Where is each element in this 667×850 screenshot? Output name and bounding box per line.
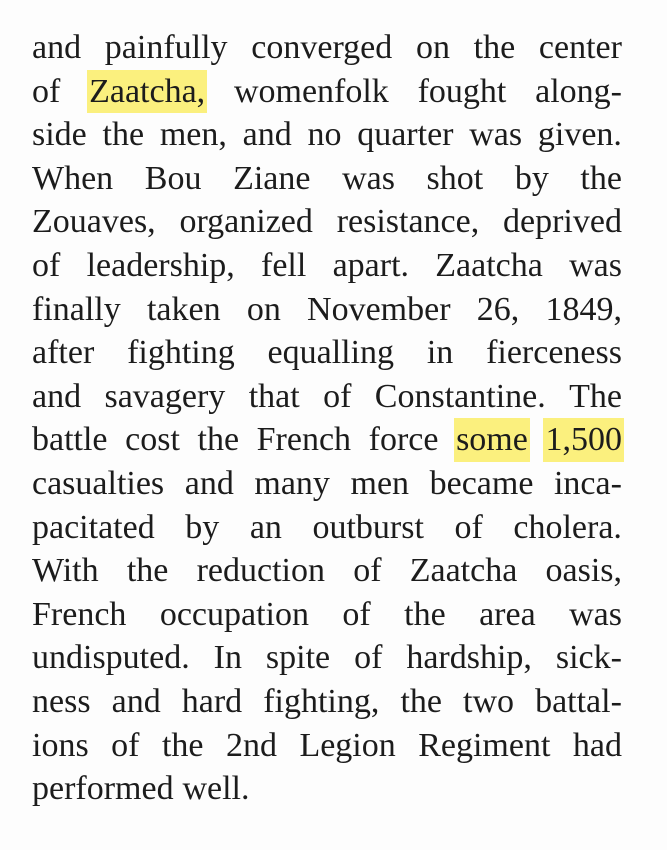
word: Zaatcha	[409, 552, 518, 590]
word: battle	[32, 421, 108, 459]
word: and	[242, 116, 292, 154]
text-line	[32, 26, 622, 70]
word: was	[469, 116, 523, 154]
word: of	[354, 639, 383, 677]
word: outburst	[312, 508, 424, 546]
word: side	[32, 116, 87, 154]
word: apart.	[332, 246, 410, 284]
word: equalling	[267, 334, 395, 372]
word: cholera.	[513, 508, 622, 546]
word: on	[246, 290, 281, 328]
word: well.	[182, 770, 250, 808]
word: leadership,	[86, 246, 235, 284]
word: converged	[251, 29, 393, 66]
word: two	[463, 682, 515, 720]
text-line	[32, 593, 622, 637]
word: of	[342, 595, 371, 633]
word: fighting,	[263, 682, 380, 720]
text-line	[32, 418, 622, 462]
text-line	[32, 549, 622, 593]
text-line	[32, 462, 622, 506]
text-line	[32, 200, 622, 244]
word: the	[580, 159, 622, 197]
word: occupation	[159, 595, 309, 633]
word: of	[32, 246, 61, 284]
word: undisputed.	[32, 639, 190, 677]
word: on	[415, 29, 450, 66]
word: organized	[179, 203, 313, 241]
word: the	[473, 29, 516, 66]
word: was	[569, 246, 622, 284]
text-line	[32, 244, 622, 288]
word: quarter	[357, 116, 454, 154]
word: the	[126, 552, 169, 590]
word: finally	[32, 290, 121, 328]
word: performed	[32, 770, 174, 808]
highlighted-word: 1,500	[543, 418, 624, 462]
word: many	[254, 464, 330, 502]
word: womenfolk	[233, 72, 389, 110]
word: spite	[265, 639, 331, 677]
word: fell	[261, 246, 307, 284]
word: resistance,	[336, 203, 480, 241]
word: Ziane	[233, 159, 311, 197]
word: French	[32, 595, 127, 633]
word: Zaatcha	[435, 246, 543, 284]
text-line	[32, 506, 622, 550]
text-line	[32, 724, 622, 768]
word: that	[248, 377, 300, 415]
word: and	[32, 377, 82, 415]
word: area	[479, 595, 536, 633]
word: center	[538, 29, 622, 66]
word: force	[368, 421, 439, 459]
highlighted-word: Zaatcha,	[87, 70, 207, 114]
word: fighting	[127, 334, 235, 372]
word: Legion	[299, 726, 396, 764]
word: inca-	[553, 464, 622, 502]
text-line	[32, 680, 622, 724]
word: and	[32, 29, 82, 66]
word: ions	[32, 726, 89, 764]
word: Constantine.	[374, 377, 546, 415]
word: after	[32, 334, 95, 372]
word: November	[307, 290, 451, 328]
word: French	[256, 421, 352, 459]
text-line	[32, 636, 622, 680]
word: taken	[146, 290, 221, 328]
word: 2nd	[225, 726, 277, 764]
word: the	[102, 116, 145, 154]
highlighted-word: some	[454, 418, 530, 462]
text-line	[32, 767, 622, 811]
word: ness	[32, 682, 91, 720]
word: hardship,	[406, 639, 532, 677]
word: an	[249, 508, 282, 546]
word: When	[32, 159, 114, 197]
text-line	[32, 375, 622, 419]
word: deprived	[503, 203, 622, 241]
word: shot	[426, 159, 484, 197]
word: painfully	[104, 29, 228, 66]
word: sick-	[555, 639, 622, 677]
word: savagery	[104, 377, 226, 415]
word: hard	[181, 682, 243, 720]
text-line	[32, 70, 622, 114]
word: of	[323, 377, 352, 415]
word: The	[569, 377, 622, 415]
word: 1849,	[545, 290, 622, 328]
word: cost	[125, 421, 180, 459]
word: the	[161, 726, 204, 764]
word: and	[111, 682, 161, 720]
word: the	[197, 421, 240, 459]
word: was	[569, 595, 622, 633]
word: along-	[535, 72, 622, 110]
word: men,	[159, 116, 227, 154]
word: pacitated	[32, 508, 155, 546]
word: Regiment	[418, 726, 551, 764]
word: With	[32, 552, 99, 590]
word: given.	[537, 116, 622, 154]
word: by	[514, 159, 549, 197]
word: of	[353, 552, 382, 590]
word: oasis,	[545, 552, 622, 590]
word: of	[32, 72, 61, 110]
word: In	[213, 639, 242, 677]
word: and	[184, 464, 234, 502]
word: men	[350, 464, 410, 502]
text-line	[32, 331, 622, 375]
body-text	[32, 26, 622, 811]
word: was	[342, 159, 395, 197]
text-line	[32, 157, 622, 201]
word: Zouaves,	[32, 203, 156, 241]
word: the	[400, 682, 442, 720]
word: in	[426, 334, 454, 372]
word: had	[572, 726, 622, 764]
word: of	[454, 508, 483, 546]
word: no	[307, 116, 342, 154]
text-line	[32, 113, 622, 157]
word: of	[111, 726, 140, 764]
word: casualties	[32, 464, 165, 502]
word: 26,	[476, 290, 520, 328]
word: reduction	[196, 552, 325, 590]
word: the	[404, 595, 446, 633]
word: fought	[417, 72, 507, 110]
word: by	[185, 508, 220, 546]
word: fierceness	[486, 334, 622, 372]
text-line	[32, 288, 622, 332]
word: Bou	[144, 159, 202, 197]
word: battal-	[535, 682, 622, 720]
word: became	[429, 464, 534, 502]
